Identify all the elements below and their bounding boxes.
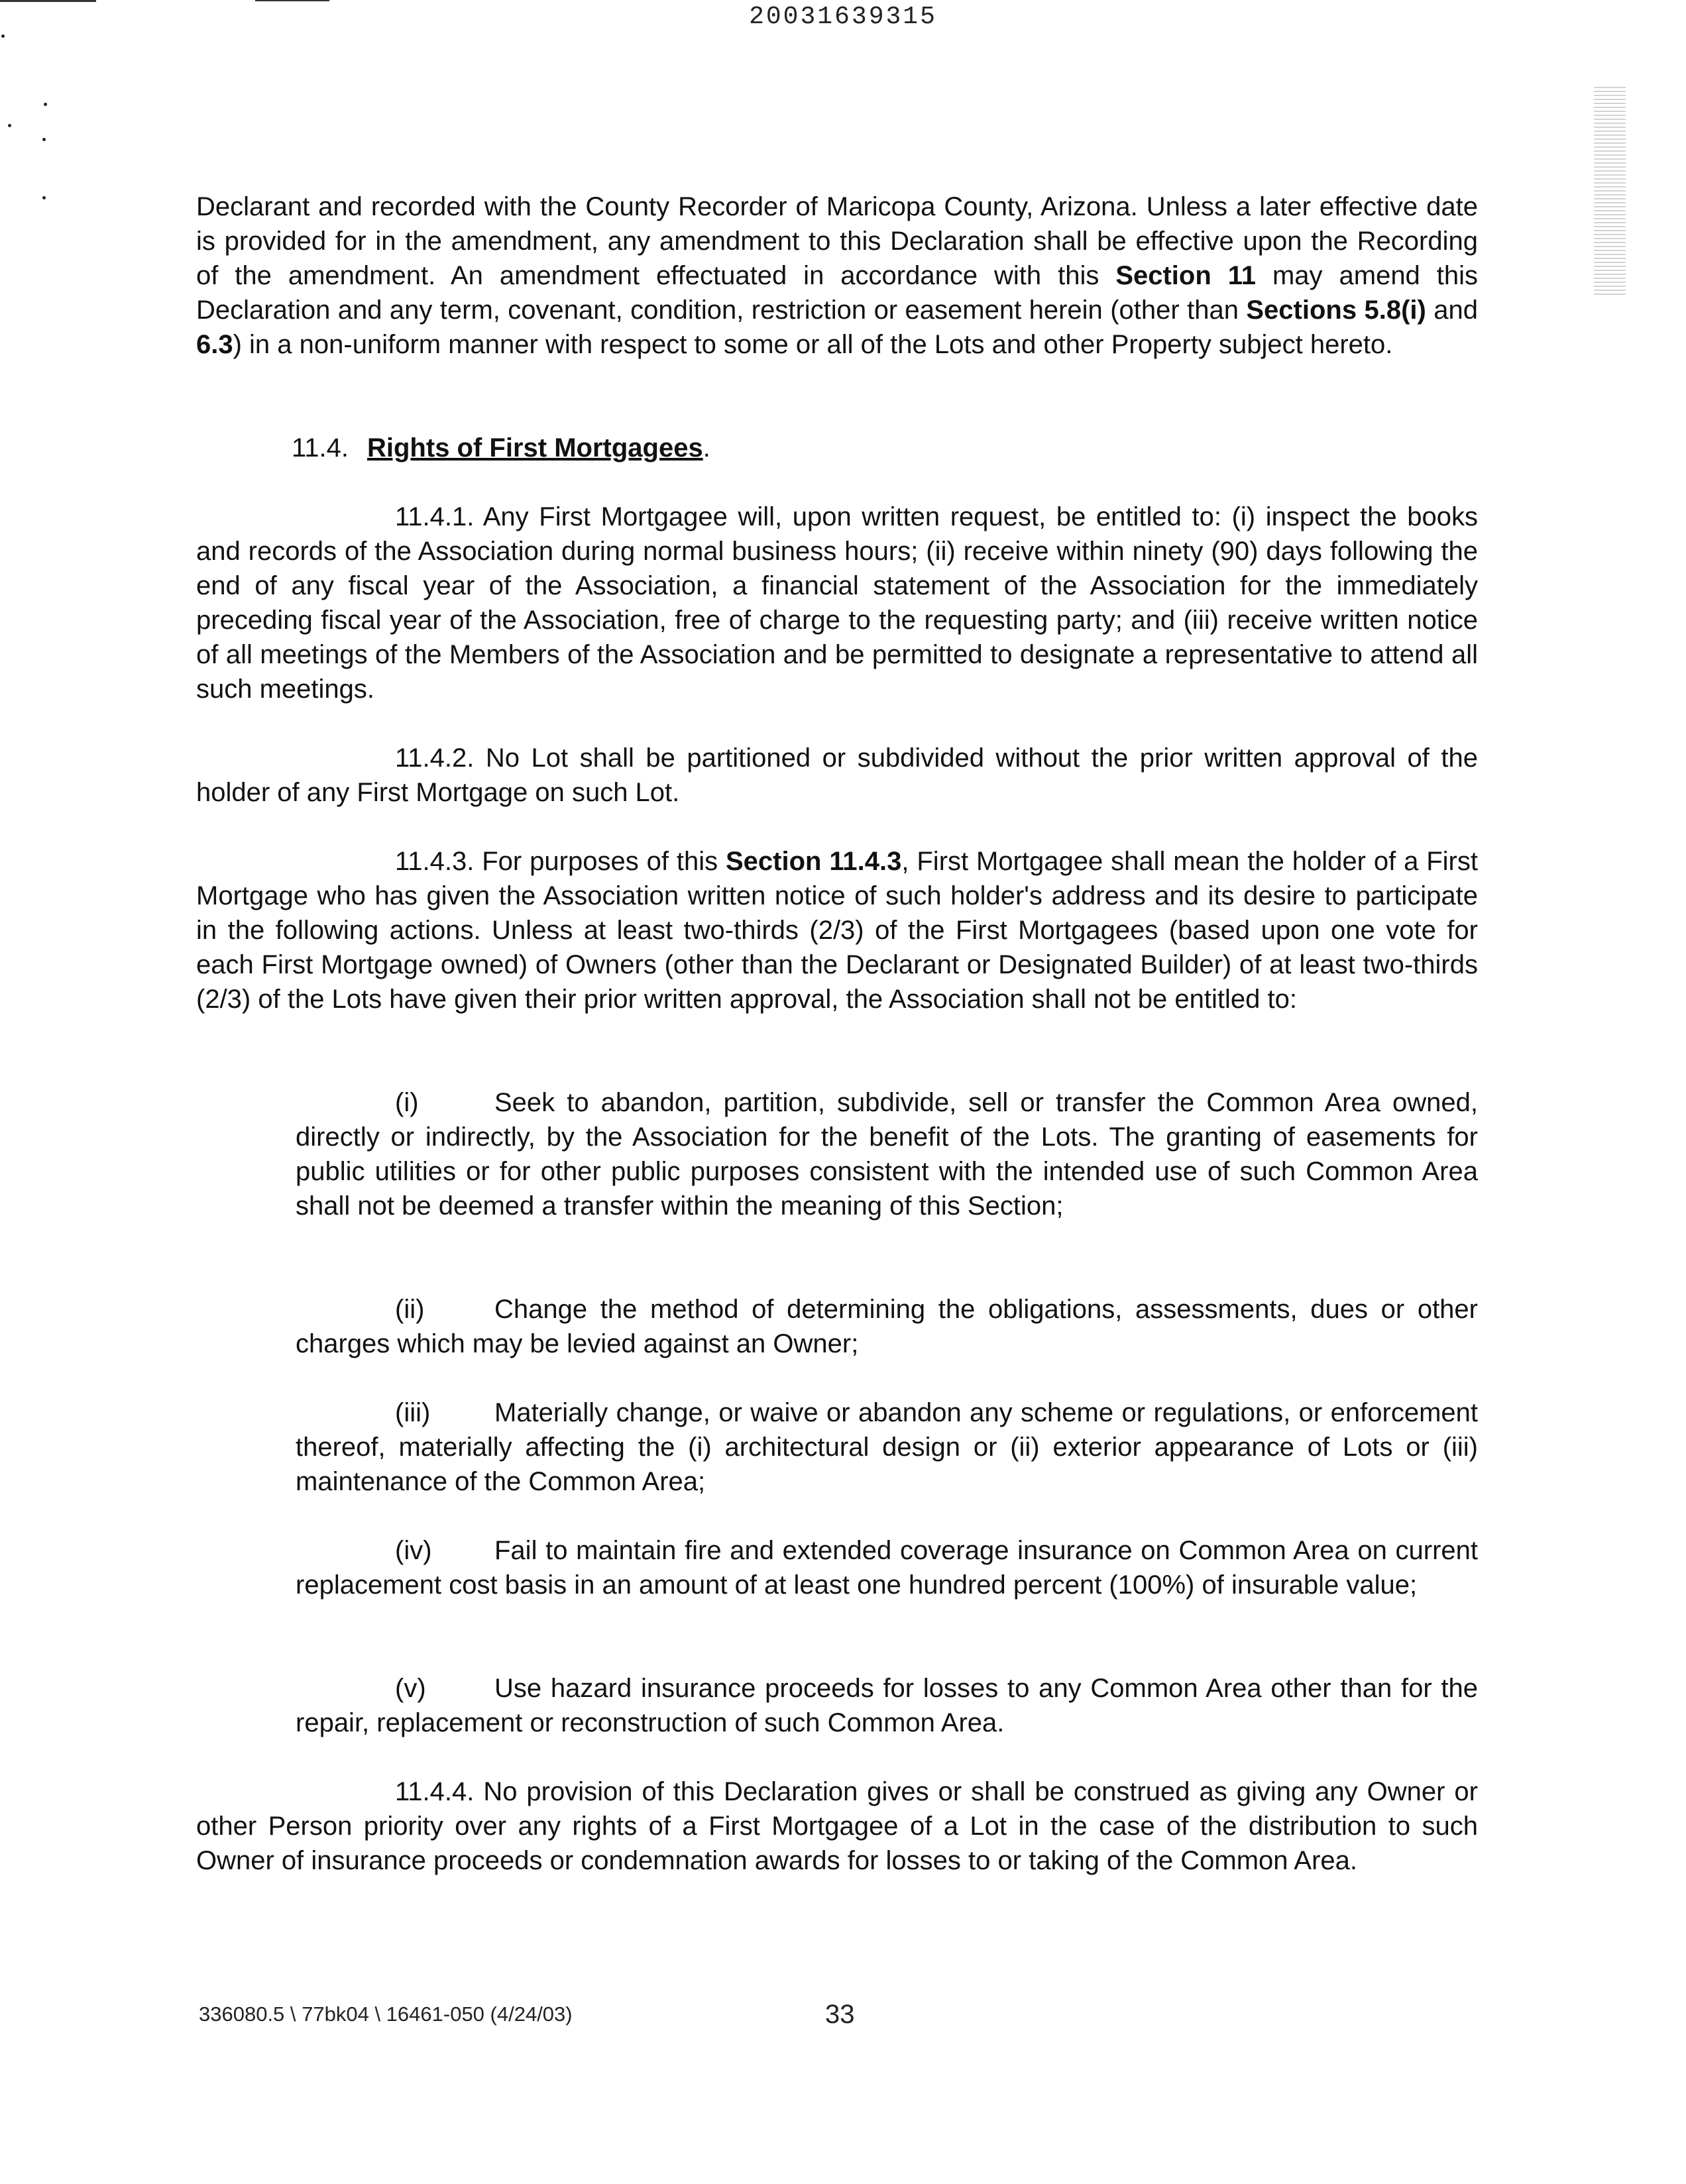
- paragraph-11-4-2: 11.4.2. No Lot shall be partitioned or subdivided without the prior written approval of the holder of any First Mortgage on such Lot.: [196, 743, 1478, 807]
- text-run: , First Mortgagee shall mean the holder of a First Mortgage who has given the Association written notice of such holder's address and its desire to participate in the following actions. Unless at least two-thirds (2/3) of the First Mortgagees (based upon one vote for each First Mortgage owned) of Owners (other than the Declarant or Designated Builder) of at least two-thirds (2/3) of the Lots have given their prior written approval, the Association shall not be entitled to:: [196, 847, 1478, 1014]
- scan-speck: [8, 124, 11, 127]
- list-item-number: (ii): [395, 1295, 425, 1324]
- list-item-text: Fail to maintain fire and extended coverage insurance on Common Area on current replacement cost basis in an amount of at least one hundred percent (100%) of insurable value;: [296, 1536, 1478, 1600]
- page-number: 33: [825, 2000, 855, 2029]
- section-title: Rights of First Mortgagees: [367, 433, 703, 463]
- bold-reference: Section 11: [1115, 261, 1257, 290]
- text-run: ) in a non-uniform manner with respect to some or all of the Lots and other Property subject hereto.: [233, 330, 1393, 359]
- list-item-iii: [296, 1395, 1478, 1499]
- section-number: 11.4.: [292, 433, 349, 463]
- scan-top-rule-right: [255, 0, 329, 1]
- text-run: 11.4.3. For purposes of this: [395, 847, 726, 876]
- bold-reference: Section 11.4.3: [725, 847, 902, 876]
- section-heading-11-4: [292, 431, 710, 465]
- list-item-text: Seek to abandon, partition, subdivide, sell or transfer the Common Area owned, directly or indirectly, by the Association for the benefit of the Lots. The granting of easements for public utilities or for other public purposes consistent with the intended use of such Common Area shall not be deemed a transfer within the meaning of this Section;: [296, 1088, 1478, 1221]
- list-item-number: (v): [395, 1674, 426, 1703]
- list-item-i: [296, 1085, 1478, 1223]
- scan-speck: [1, 34, 5, 38]
- text-run: Declarant and recorded with the County Recorder of Maricopa County, Arizona. Unless a later effective date is provided for in the amendment, any amendment to this Declaration shall be effective upon the Recording of the amendment. An amendment effectuated in accordance with this: [196, 192, 1478, 290]
- list-item-ii: [296, 1292, 1478, 1361]
- section-title-suffix: .: [702, 433, 710, 463]
- continuation-paragraph: [196, 190, 1478, 362]
- bold-reference: Sections 5.8(i): [1246, 296, 1426, 325]
- footer-document-reference: 336080.5 \ 77bk04 \ 16461-050 (4/24/03): [199, 2002, 573, 2026]
- scan-speck: [42, 196, 46, 199]
- bold-reference: 6.3: [196, 330, 233, 359]
- list-item-number: (i): [395, 1088, 419, 1117]
- scan-speck: [44, 103, 47, 106]
- text-run: and: [1426, 296, 1478, 325]
- paragraph-11-4-3: [196, 844, 1478, 1016]
- side-barcode-stamp: [1594, 86, 1626, 295]
- list-item-text: Change the method of determining the obligations, assessments, dues or other charges which may be levied against an Owner;: [296, 1295, 1478, 1358]
- list-item-text: Use hazard insurance proceeds for losses to any Common Area other than for the repair, replacement or reconstruction of such Common Area.: [296, 1674, 1478, 1737]
- paragraph-11-4-4: 11.4.4. No provision of this Declaration gives or shall be construed as giving any Owner or other Person priority over any rights of a First Mortgagee of a Lot in the case of the distribution to such Owner of insurance proceeds or condemnation awards for losses to or taking of the Common Area.: [196, 1777, 1478, 1875]
- scan-speck: [42, 138, 46, 141]
- list-item-text: Materially change, or waive or abandon any scheme or regulations, or enforcement thereof, materially affecting the (i) architectural design or (ii) exterior appearance of Lots or (iii) maintenance of the Common Area;: [296, 1398, 1478, 1496]
- text-run: may amend this Declaration and any term, covenant, condition, restriction or easement herein (other than: [196, 261, 1479, 325]
- list-item-v: [296, 1671, 1478, 1740]
- list-item-number: (iv): [395, 1536, 432, 1565]
- list-item-iv: [296, 1533, 1478, 1602]
- recording-number: 20031639315: [749, 3, 937, 31]
- scan-top-rule-left: [0, 0, 96, 2]
- paragraph-11-4-1: 11.4.1. Any First Mortgagee will, upon written request, be entitled to: (i) inspect the books and records of the Association during normal business hours; (ii) receive within ninety (90) days following the end of any fiscal year of the Association, a financial statement of the Association for the immediately preceding fiscal year of the Association, free of charge to the requesting party; and (iii) receive written notice of all meetings of the Members of the Association and be permitted to designate a representative to attend all such meetings.: [196, 502, 1478, 704]
- list-item-number: (iii): [395, 1398, 431, 1427]
